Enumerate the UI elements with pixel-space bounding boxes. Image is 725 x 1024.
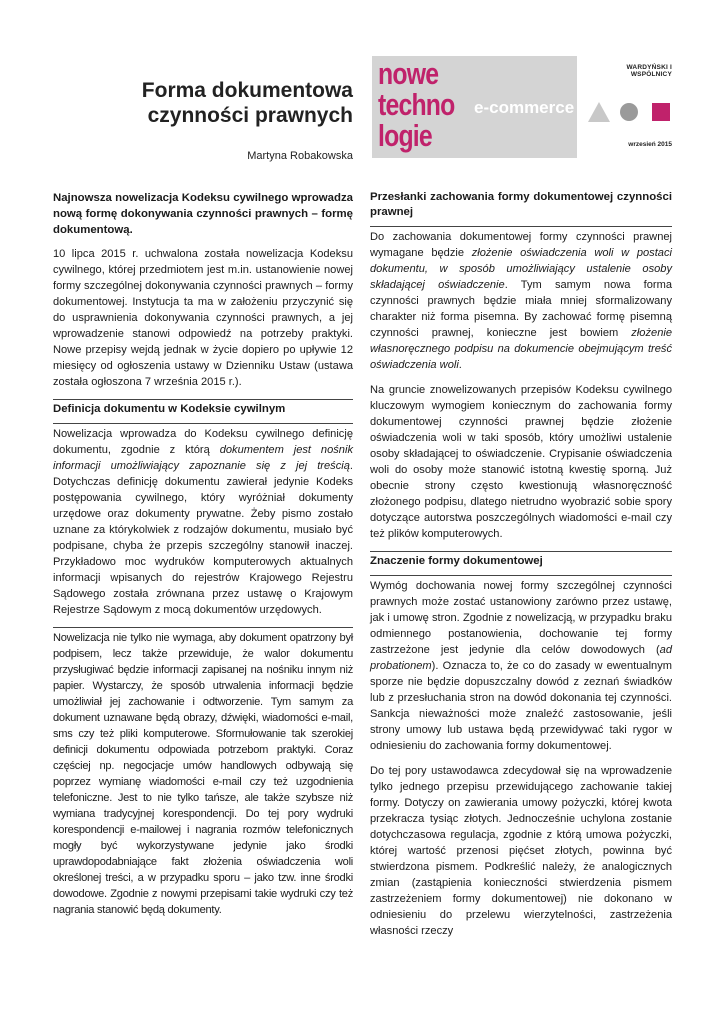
decorative-shapes — [588, 100, 674, 124]
issue-date: wrzesień 2015 — [628, 141, 672, 148]
logo-line-1: nowe — [378, 56, 439, 91]
paragraph: 10 lipca 2015 r. uchwalona została nowelizacja Kodeksu cywilnego, której przedmiotem jest m.in. ustanowienie nowej formy szczególnej dokonywania czynności prawnych – formy dokumentowej. Instytucja ta ma w założeniu przyczynić się do usprawnienia dokonywania czynności prawnych, a jej wprowadzenie stanowi odpowiedź na potrzeby praktyki. Nowe przepisy wejdą jednak w życie dopiero po upływie 12 miesięcy od ogłoszenia ustawy w Dzienniku Ustaw (ustawa została ogłoszona 7 września 2015 r.). — [53, 248, 353, 388]
left-column — [53, 190, 353, 927]
lead-paragraph: Najnowsza nowelizacja Kodeksu cywilnego wprowadza nową formę dokonywania czynności prawnych – formę dokumentową. — [53, 192, 353, 236]
firm-name: WARDYŃSKI I WSPÓLNICY — [626, 64, 672, 78]
section-heading: Przesłanki zachowania formy dokumentowej czynności prawnej — [370, 191, 672, 218]
paragraph: Nowelizacja wprowadza do Kodeksu cywilnego definicję dokumentu, zgodnie z którą dokumentem jest nośnik informacji umożliwiający zapoznanie się z jej treścią. Dotychczas definicję dokumentu zawierał jedynie Kodeks postępowania cywilnego, który wyróżniał dokumenty urzędowe oraz dokumenty prywatne. Żeby pismo zostało uznane za którykolwiek z rodzajów dokumentu, musiało być podpisane, chyba że przepis szczególny stanowił inaczej. Przykładowo moc wydruków komputerowych aktualnych informacji wpisanych do rejestrów Krajowego Rejestru Sądowego została zrównana przez ustawę o Krajowym Rejestrze Sądowym z mocą dokumentów urzędowych. — [53, 423, 353, 618]
page-title-line-1: Forma dokumentowa — [141, 79, 353, 102]
paragraph: Wymóg dochowania nowej formy szczególnej czynności prawnych może zostać ustanowiony zarówno przez ustawę, jak i umowę stron. Zgodnie z nowelizacją, w przypadku braku odmiennego postanowienia, dochowanie tej formy zastrzeżone jest jedynie dla celów dowodowych (ad probationem). Oznacza to, że co do zasady w ewentualnym sporze nie będzie dopuszczalny dowód z zeznań świadków lub z przesłuchania stron na dowód dokonania tej czynności. Sankcja nieważności może znaleźć zastosowanie, jeśli strony umowy lub ustawa będą przewidywać taki rygor w odniesieniu do zachowania formy dokumentowej. — [370, 575, 672, 754]
section-heading: Znaczenie formy dokumentowej — [370, 551, 672, 569]
logo-line-2: techno — [378, 87, 455, 122]
page-title-line-2: czynności prawnych — [147, 104, 353, 127]
triangle-icon — [588, 102, 610, 122]
logo-line-3: logie — [378, 118, 432, 153]
paragraph: Na gruncie znowelizowanych przepisów Kodeksu cywilnego kluczowym wymogiem koniecznym do zachowania formy dokumentowej czynności prawnej będzie złożenie oświadczenia woli w taki sposób, który umożliwi ustalenie osoby składającej to oświadczenie. Crypisanie oświadczenia woli do osoby może stanowić istotną kwestię sporną. Już obecnie strony często kwestionują własnoręczność złożonego podpisu, dlatego nietrudno wyobrazić sobie spory dotyczące autorstwa poszczególnych wiadomości e-mail czy też plików komputerowych. — [370, 384, 672, 540]
circle-icon — [620, 103, 638, 121]
right-column — [370, 190, 672, 948]
page-title — [110, 78, 353, 128]
square-icon — [652, 103, 670, 121]
paragraph: Do zachowania dokumentowej formy czynności prawnej wymagane będzie złożenie oświadczenia woli w postaci dokumentu, w sposób umożliwiający ustalenie osoby składającej oświadczenie. Tym samym nowa forma czynności prawnych będzie miała mniej sformalizowany charakter niż forma pisemna. By zachować formę pisemną czynności prawnej, konieczne jest bowiem złożenie własnoręcznego podpisu na dokumencie obejmującym treść oświadczenia woli. — [370, 226, 672, 373]
section-heading: Definicja dokumentu w Kodeksie cywilnym — [53, 399, 353, 417]
paragraph: Do tej pory ustawodawca zdecydował się na wprowadzenie tylko jednego przepisu przewidującego zachowanie takiej formy. Dotyczy on zawierania umowy pożyczki, której kwota przekracza tysiąc złotych. Jednocześnie uchylona zostanie dotychczasowa regulacja, zgodnie z którą umowa pożyczki, której wartość przenosi pięćset złotych, powinna być stwierdzona pismem. Podkreślić należy, że analogicznych zmian (zastąpienia konieczności stwierdzenia pismem zastrzeżeniem formy dokumentowej) nie dokonano w odniesieniu do przelewu wierzytelności, zastrzeżenia własności rzeczy — [370, 765, 672, 937]
author-name: Martyna Robakowska — [247, 150, 353, 162]
paragraph: Nowelizacja nie tylko nie wymaga, aby dokument opatrzony był podpisem, lecz także przewiduje, że walor dokumentu przysługiwać będzie informacji zapisanej na nośniku innym niż papier. Wystarczy, że sposób utrwalenia informacji będzie umożliwiał jej zachowanie i odtworzenie. Tym samym za dokument uznawane będą obrazy, dźwięki, wiadomości e-mail, sms czy też pliki komputerowe. Sformułowanie tak szerokiej definicji dokumentu odpowiada potrzebom praktyki. Coraz częściej np. negocjacje umów handlowych odbywają się poprzez wymianę wiadomości e-mail czy też uzgodnienia telefoniczne. Jest to nie tylko tańsze, ale także szybsze niż wymiana tradycyjnej korespondencji. Do tej pory wydruki korespondencji e-mailowej i nagrania rozmów telefonicznych mogły być wykorzystywane jedynie jako środki uprawdopodabniające fakt złożenia oświadczenia woli określonej treści, a w przypadku sporu – jako tzw. inne środki dowodowe. Zgodnie z nowymi przepisami takie wydruki czy też nagrania stanowić będą dokumenty. — [53, 627, 353, 918]
logo-text — [378, 58, 455, 151]
logo-ecommerce: e-commerce — [474, 98, 575, 117]
